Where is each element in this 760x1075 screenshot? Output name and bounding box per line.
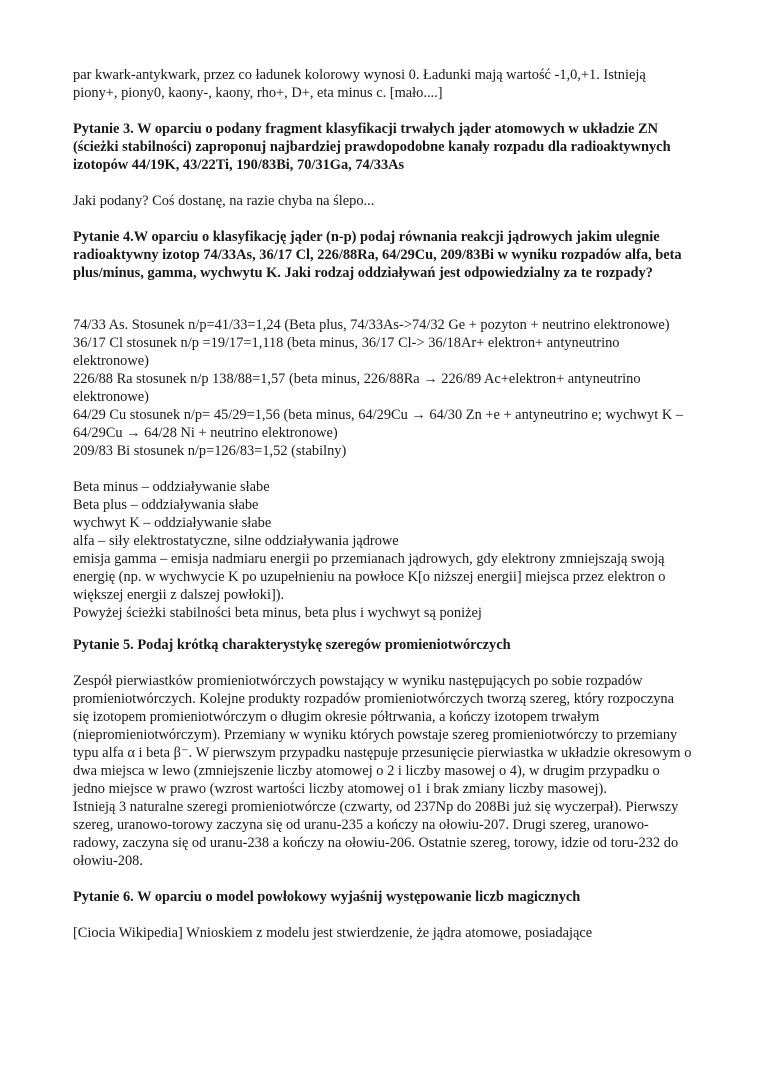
answer-line: 36/17 Cl stosunek n/p =19/17=1,118 (beta minus, 36/17 Cl-> 36/18Ar+ elektron+ antyneutrino elektronowe) [73, 335, 620, 369]
interaction-line: Powyżej ścieżki stabilności beta minus, beta plus i wychwyt są poniżej [73, 605, 482, 621]
interaction-line: Beta minus – oddziaływanie słabe [73, 479, 270, 495]
question-6-heading: Pytanie 6. W oparciu o model powłokowy wyjaśnij występowanie liczb magicznych [73, 889, 581, 905]
interaction-line: Beta plus – oddziaływania słabe [73, 497, 259, 513]
question-5-answer-p1: Zespół pierwiastków promieniotwórczych powstający w wyniku następujących po sobie rozpadów promieniotwórczych. Kolejne produkty rozpadów promieniotwórczych tworzą szereg, który rozpoczyna się izotopem promieniotwórczym o długim okresie półtrwania, a kończy izotopem trwałym (niepromieniotwórczym). Przemiany w wyniku których powstaje szereg promieniotwórczy to przemiany typu alfa α i beta β⁻. W pierwszym przypadku następuje przesunięcie pierwiastka w układzie okresowym o dwa miejsca w lewo (zmniejszenie liczby atomowej o 2 i liczby masowej o 4), w drugim przypadku o jedno miejsce w prawo (wzrost wartości liczby atomowej o1 i brak zmiany liczby masowej). [73, 673, 692, 797]
question-3-heading: Pytanie 3. W oparciu o podany fragment klasyfikacji trwałych jąder atomowych w układzie ZN (ścieżki stabilności) zaproponuj najbardziej prawdopodobne kanały rozpadu dla radioaktywnych izotopów 44/19K, 43/22Ti, 190/83Bi, 70/31Ga, 74/33As [73, 121, 671, 173]
question-4-heading: Pytanie 4.W oparciu o klasyfikację jąder (n-p) podaj równania reakcji jądrowych jakim ulegnie radioaktywny izotop 74/33As, 36/17 Cl, 226/88Ra, 64/29Cu, 209/83Bi w wyniku rozpadów alfa, beta plus/minus, gamma, wychwytu K. Jaki rodzaj oddziaływań jest odpowiedzialny za te rozpady? [73, 229, 682, 281]
intro-paragraph: par kwark-antykwark, przez co ładunek kolorowy wynosi 0. Ładunki mają wartość -1,0,+1. Istnieją piony+, piony0, kaony-, kaony, rho+, D+, eta minus c. [mało....] [73, 67, 646, 101]
answer-line: 226/88 Ra stosunek n/p 138/88=1,57 (beta minus, 226/88Ra → 226/89 Ac+elektron+ antyneutrino elektronowe) [73, 371, 641, 405]
interaction-line: emisja gamma – emisja nadmiaru energii po przemianach jądrowych, gdy elektrony zmniejszają swoją energię (np. w wychwycie K po uzupełnieniu na powłoce K[o niższej energii] miejsca przez elektron o większej energii z dalszej powłoki]). [73, 551, 666, 603]
interaction-line: alfa – siły elektrostatyczne, silne oddziaływania jądrowe [73, 533, 399, 549]
question-3-answer: Jaki podany? Coś dostanę, na razie chyba na ślepo... [73, 193, 375, 209]
answer-line: 74/33 As. Stosunek n/p=41/33=1,24 (Beta plus, 74/33As->74/32 Ge + pozyton + neutrino elektronowe) [73, 317, 670, 333]
document-body [73, 66, 693, 942]
question-5-answer-p2: Istnieją 3 naturalne szeregi promieniotwórcze (czwarty, od 237Np do 208Bi już się wyczerpał). Pierwszy szereg, uranowo-torowy zaczyna się od uranu-235 a kończy na ołowiu-207. Drugi szereg, uranowo-radowy, zaczyna się od uranu-238 a kończy na ołowiu-206. Ostatnie szereg, torowy, idzie od toru-232 do ołowiu-208. [73, 799, 679, 869]
question-6-answer: [Ciocia Wikipedia] Wnioskiem z modelu jest stwierdzenie, że jądra atomowe, posiadające [73, 925, 593, 941]
question-5-heading: Pytanie 5. Podaj krótką charakterystykę szeregów promieniotwórczych [73, 637, 511, 653]
interaction-line: wychwyt K – oddziaływanie słabe [73, 515, 272, 531]
answer-line: 209/83 Bi stosunek n/p=126/83=1,52 (stabilny) [73, 443, 347, 459]
answer-line: 64/29 Cu stosunek n/p= 45/29=1,56 (beta minus, 64/29Cu → 64/30 Zn +e + antyneutrino e; wychwyt K – 64/29Cu → 64/28 Ni + neutrino elektronowe) [73, 407, 684, 441]
